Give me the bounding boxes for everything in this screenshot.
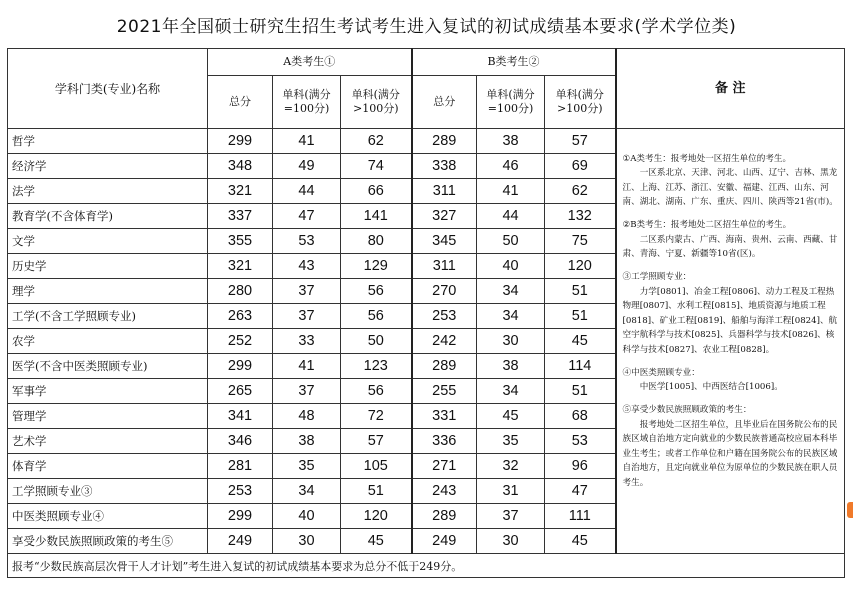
score-cell-b-1: 30 [477, 329, 545, 354]
score-cell-a-1: 34 [273, 479, 341, 504]
score-cell-b-0: 243 [412, 479, 477, 504]
group-a-header: A类考生① [208, 49, 412, 76]
score-cell-b-1: 34 [477, 304, 545, 329]
score-cell-a-1: 49 [273, 154, 341, 179]
score-cell-b-0: 311 [412, 179, 477, 204]
subject-name-cell: 历史学 [8, 254, 208, 279]
note-heading: ①A类考生：报考地处一区招生单位的考生。 [622, 153, 792, 164]
score-cell-a-1: 41 [273, 354, 341, 379]
note-body: 报考地处二区招生单位，且毕业后在国务院公布的民族区域自治地方定向就业的少数民族普通高校应届本科毕业生考生；或者工作单位和户籍在国务院公布的民族区域自治地方，且定向就业单位为原单位的少数民族在职人员考生。 [622, 419, 838, 488]
score-cell-b-1: 34 [477, 279, 545, 304]
score-cell-b-1: 38 [477, 354, 545, 379]
score-cell-a-1: 53 [273, 229, 341, 254]
score-cell-a-2: 45 [341, 529, 412, 554]
score-cell-b-2: 51 [545, 279, 616, 304]
score-cell-a-0: 263 [208, 304, 273, 329]
score-cell-a-2: 72 [341, 404, 412, 429]
score-cell-b-1: 30 [477, 529, 545, 554]
score-cell-a-1: 37 [273, 304, 341, 329]
notes-cell [616, 129, 845, 554]
subject-name-cell: 文学 [8, 229, 208, 254]
score-cell-b-2: 75 [545, 229, 616, 254]
score-cell-b-1: 44 [477, 204, 545, 229]
score-cell-a-2: 66 [341, 179, 412, 204]
b-total-header: 总分 [412, 76, 477, 129]
score-cell-b-1: 32 [477, 454, 545, 479]
score-cell-a-1: 37 [273, 279, 341, 304]
score-cell-a-1: 40 [273, 504, 341, 529]
score-cell-a-0: 348 [208, 154, 273, 179]
score-cell-a-2: 123 [341, 354, 412, 379]
note-item [623, 152, 841, 210]
subject-name-cell: 管理学 [8, 404, 208, 429]
note-item [623, 403, 841, 490]
score-cell-b-1: 35 [477, 429, 545, 454]
subject-name-cell: 农学 [8, 329, 208, 354]
score-cell-a-1: 43 [273, 254, 341, 279]
score-cell-b-1: 46 [477, 154, 545, 179]
subject-name-cell: 哲学 [8, 129, 208, 154]
score-cell-b-2: 62 [545, 179, 616, 204]
score-cell-b-2: 96 [545, 454, 616, 479]
note-body: 力学[0801]、冶金工程[0806]、动力工程及工程热物理[0807]、水利工程[0815]、地质资源与地质工程[0818]、矿业工程[0819]、船舶与海洋工程[0824]、航空宇航科学与技术[0825]、兵器科学与技术[0826]、核科学与技术[0827]、农业工程[0828]。 [622, 286, 838, 355]
score-cell-a-1: 30 [273, 529, 341, 554]
score-cell-b-0: 338 [412, 154, 477, 179]
score-cell-b-2: 45 [545, 329, 616, 354]
footer-note: 报考“少数民族高层次骨干人才计划”考生进入复试的初试成绩基本要求为总分不低于249分。 [8, 554, 845, 578]
score-cell-b-2: 53 [545, 429, 616, 454]
score-cell-a-0: 299 [208, 129, 273, 154]
score-cell-a-0: 346 [208, 429, 273, 454]
score-cell-b-2: 132 [545, 204, 616, 229]
page-title: 2021年全国硕士研究生招生考试考生进入复试的初试成绩基本要求(学术学位类) [116, 17, 737, 37]
score-cell-b-1: 45 [477, 404, 545, 429]
score-cell-a-0: 249 [208, 529, 273, 554]
note-item [623, 270, 841, 357]
score-cell-b-2: 57 [545, 129, 616, 154]
score-cell-a-0: 265 [208, 379, 273, 404]
score-cell-a-2: 80 [341, 229, 412, 254]
score-cell-a-2: 50 [341, 329, 412, 354]
score-cell-a-2: 120 [341, 504, 412, 529]
score-cell-b-2: 68 [545, 404, 616, 429]
score-cell-a-0: 321 [208, 254, 273, 279]
note-body: 二区系内蒙古、广西、海南、贵州、云南、西藏、甘肃、青海、宁夏、新疆等10省(区)。 [622, 234, 838, 260]
subject-column-header: 学科门类(专业)名称 [8, 49, 208, 129]
group-b-header: B类考生② [412, 49, 616, 76]
score-cell-a-2: 62 [341, 129, 412, 154]
score-cell-a-2: 56 [341, 304, 412, 329]
score-cell-b-0: 345 [412, 229, 477, 254]
subject-name-cell: 法学 [8, 179, 208, 204]
score-cell-b-1: 50 [477, 229, 545, 254]
score-cell-b-2: 45 [545, 529, 616, 554]
note-body: 一区系北京、天津、河北、山西、辽宁、吉林、黑龙江、上海、江苏、浙江、安徽、福建、江西、山东、河南、湖北、湖南、广东、重庆、四川、陕西等21省(市)。 [622, 168, 838, 208]
subject-name-cell: 工学(不含工学照顾专业) [8, 304, 208, 329]
score-cell-a-0: 280 [208, 279, 273, 304]
score-cell-a-0: 252 [208, 329, 273, 354]
note-heading: ③工学照顾专业： [622, 272, 692, 283]
score-cell-b-0: 331 [412, 404, 477, 429]
subject-name-cell: 艺术学 [8, 429, 208, 454]
score-cell-a-0: 337 [208, 204, 273, 229]
note-heading: ②B类考生：报考地处二区招生单位的考生。 [622, 220, 792, 231]
note-heading: ④中医类照顾专业： [622, 367, 700, 378]
score-cell-a-2: 105 [341, 454, 412, 479]
score-cell-a-2: 74 [341, 154, 412, 179]
subject-name-cell: 经济学 [8, 154, 208, 179]
note-body: 中医学[1005]、中西医结合[1006]。 [639, 382, 783, 393]
score-cell-a-1: 33 [273, 329, 341, 354]
a-single-gt100-header: 单科(满分>100分) [341, 76, 412, 129]
score-cell-b-2: 120 [545, 254, 616, 279]
subject-name-cell: 工学照顾专业③ [8, 479, 208, 504]
score-cell-b-0: 271 [412, 454, 477, 479]
score-cell-b-2: 69 [545, 154, 616, 179]
score-cell-a-1: 35 [273, 454, 341, 479]
score-cell-a-1: 44 [273, 179, 341, 204]
score-cell-b-1: 40 [477, 254, 545, 279]
score-cell-b-2: 47 [545, 479, 616, 504]
score-table [7, 48, 845, 578]
subject-name-cell: 享受少数民族照顾政策的考生⑤ [8, 529, 208, 554]
score-cell-a-2: 57 [341, 429, 412, 454]
score-cell-b-2: 51 [545, 304, 616, 329]
score-cell-b-0: 327 [412, 204, 477, 229]
score-cell-b-1: 38 [477, 129, 545, 154]
score-cell-a-2: 141 [341, 204, 412, 229]
subject-name-cell: 医学(不含中医类照顾专业) [8, 354, 208, 379]
note-item [623, 218, 841, 262]
score-cell-b-2: 51 [545, 379, 616, 404]
score-cell-a-1: 48 [273, 404, 341, 429]
a-total-header: 总分 [208, 76, 273, 129]
note-item [623, 366, 841, 395]
score-cell-a-2: 56 [341, 379, 412, 404]
score-cell-b-0: 289 [412, 129, 477, 154]
score-cell-a-2: 56 [341, 279, 412, 304]
subject-name-cell: 理学 [8, 279, 208, 304]
subject-name-cell: 军事学 [8, 379, 208, 404]
score-cell-b-0: 311 [412, 254, 477, 279]
score-cell-b-0: 336 [412, 429, 477, 454]
score-cell-a-1: 38 [273, 429, 341, 454]
score-cell-b-2: 111 [545, 504, 616, 529]
score-cell-b-1: 31 [477, 479, 545, 504]
score-cell-b-1: 41 [477, 179, 545, 204]
score-cell-a-1: 37 [273, 379, 341, 404]
note-heading: ⑤享受少数民族照顾政策的考生： [622, 405, 752, 416]
notes-column-header: 备 注 [616, 49, 845, 129]
score-cell-b-0: 249 [412, 529, 477, 554]
score-cell-b-2: 114 [545, 354, 616, 379]
score-cell-b-0: 289 [412, 354, 477, 379]
subject-name-cell: 体育学 [8, 454, 208, 479]
floating-side-tab[interactable] [847, 502, 853, 518]
score-cell-a-0: 321 [208, 179, 273, 204]
score-cell-a-2: 51 [341, 479, 412, 504]
table-row [8, 129, 845, 154]
score-cell-b-0: 270 [412, 279, 477, 304]
score-cell-a-0: 299 [208, 504, 273, 529]
score-cell-b-0: 242 [412, 329, 477, 354]
score-cell-b-0: 289 [412, 504, 477, 529]
subject-name-cell: 中医类照顾专业④ [8, 504, 208, 529]
score-cell-a-0: 341 [208, 404, 273, 429]
score-cell-a-1: 41 [273, 129, 341, 154]
score-cell-b-1: 37 [477, 504, 545, 529]
score-cell-b-0: 253 [412, 304, 477, 329]
a-single-100-header: 单科(满分=100分) [273, 76, 341, 129]
score-cell-b-1: 34 [477, 379, 545, 404]
subject-name-cell: 教育学(不含体育学) [8, 204, 208, 229]
score-cell-a-0: 253 [208, 479, 273, 504]
score-cell-a-2: 129 [341, 254, 412, 279]
score-cell-a-0: 299 [208, 354, 273, 379]
score-cell-a-0: 355 [208, 229, 273, 254]
score-cell-b-0: 255 [412, 379, 477, 404]
score-cell-a-0: 281 [208, 454, 273, 479]
b-single-gt100-header: 单科(满分>100分) [545, 76, 616, 129]
b-single-100-header: 单科(满分=100分) [477, 76, 545, 129]
score-cell-a-1: 47 [273, 204, 341, 229]
